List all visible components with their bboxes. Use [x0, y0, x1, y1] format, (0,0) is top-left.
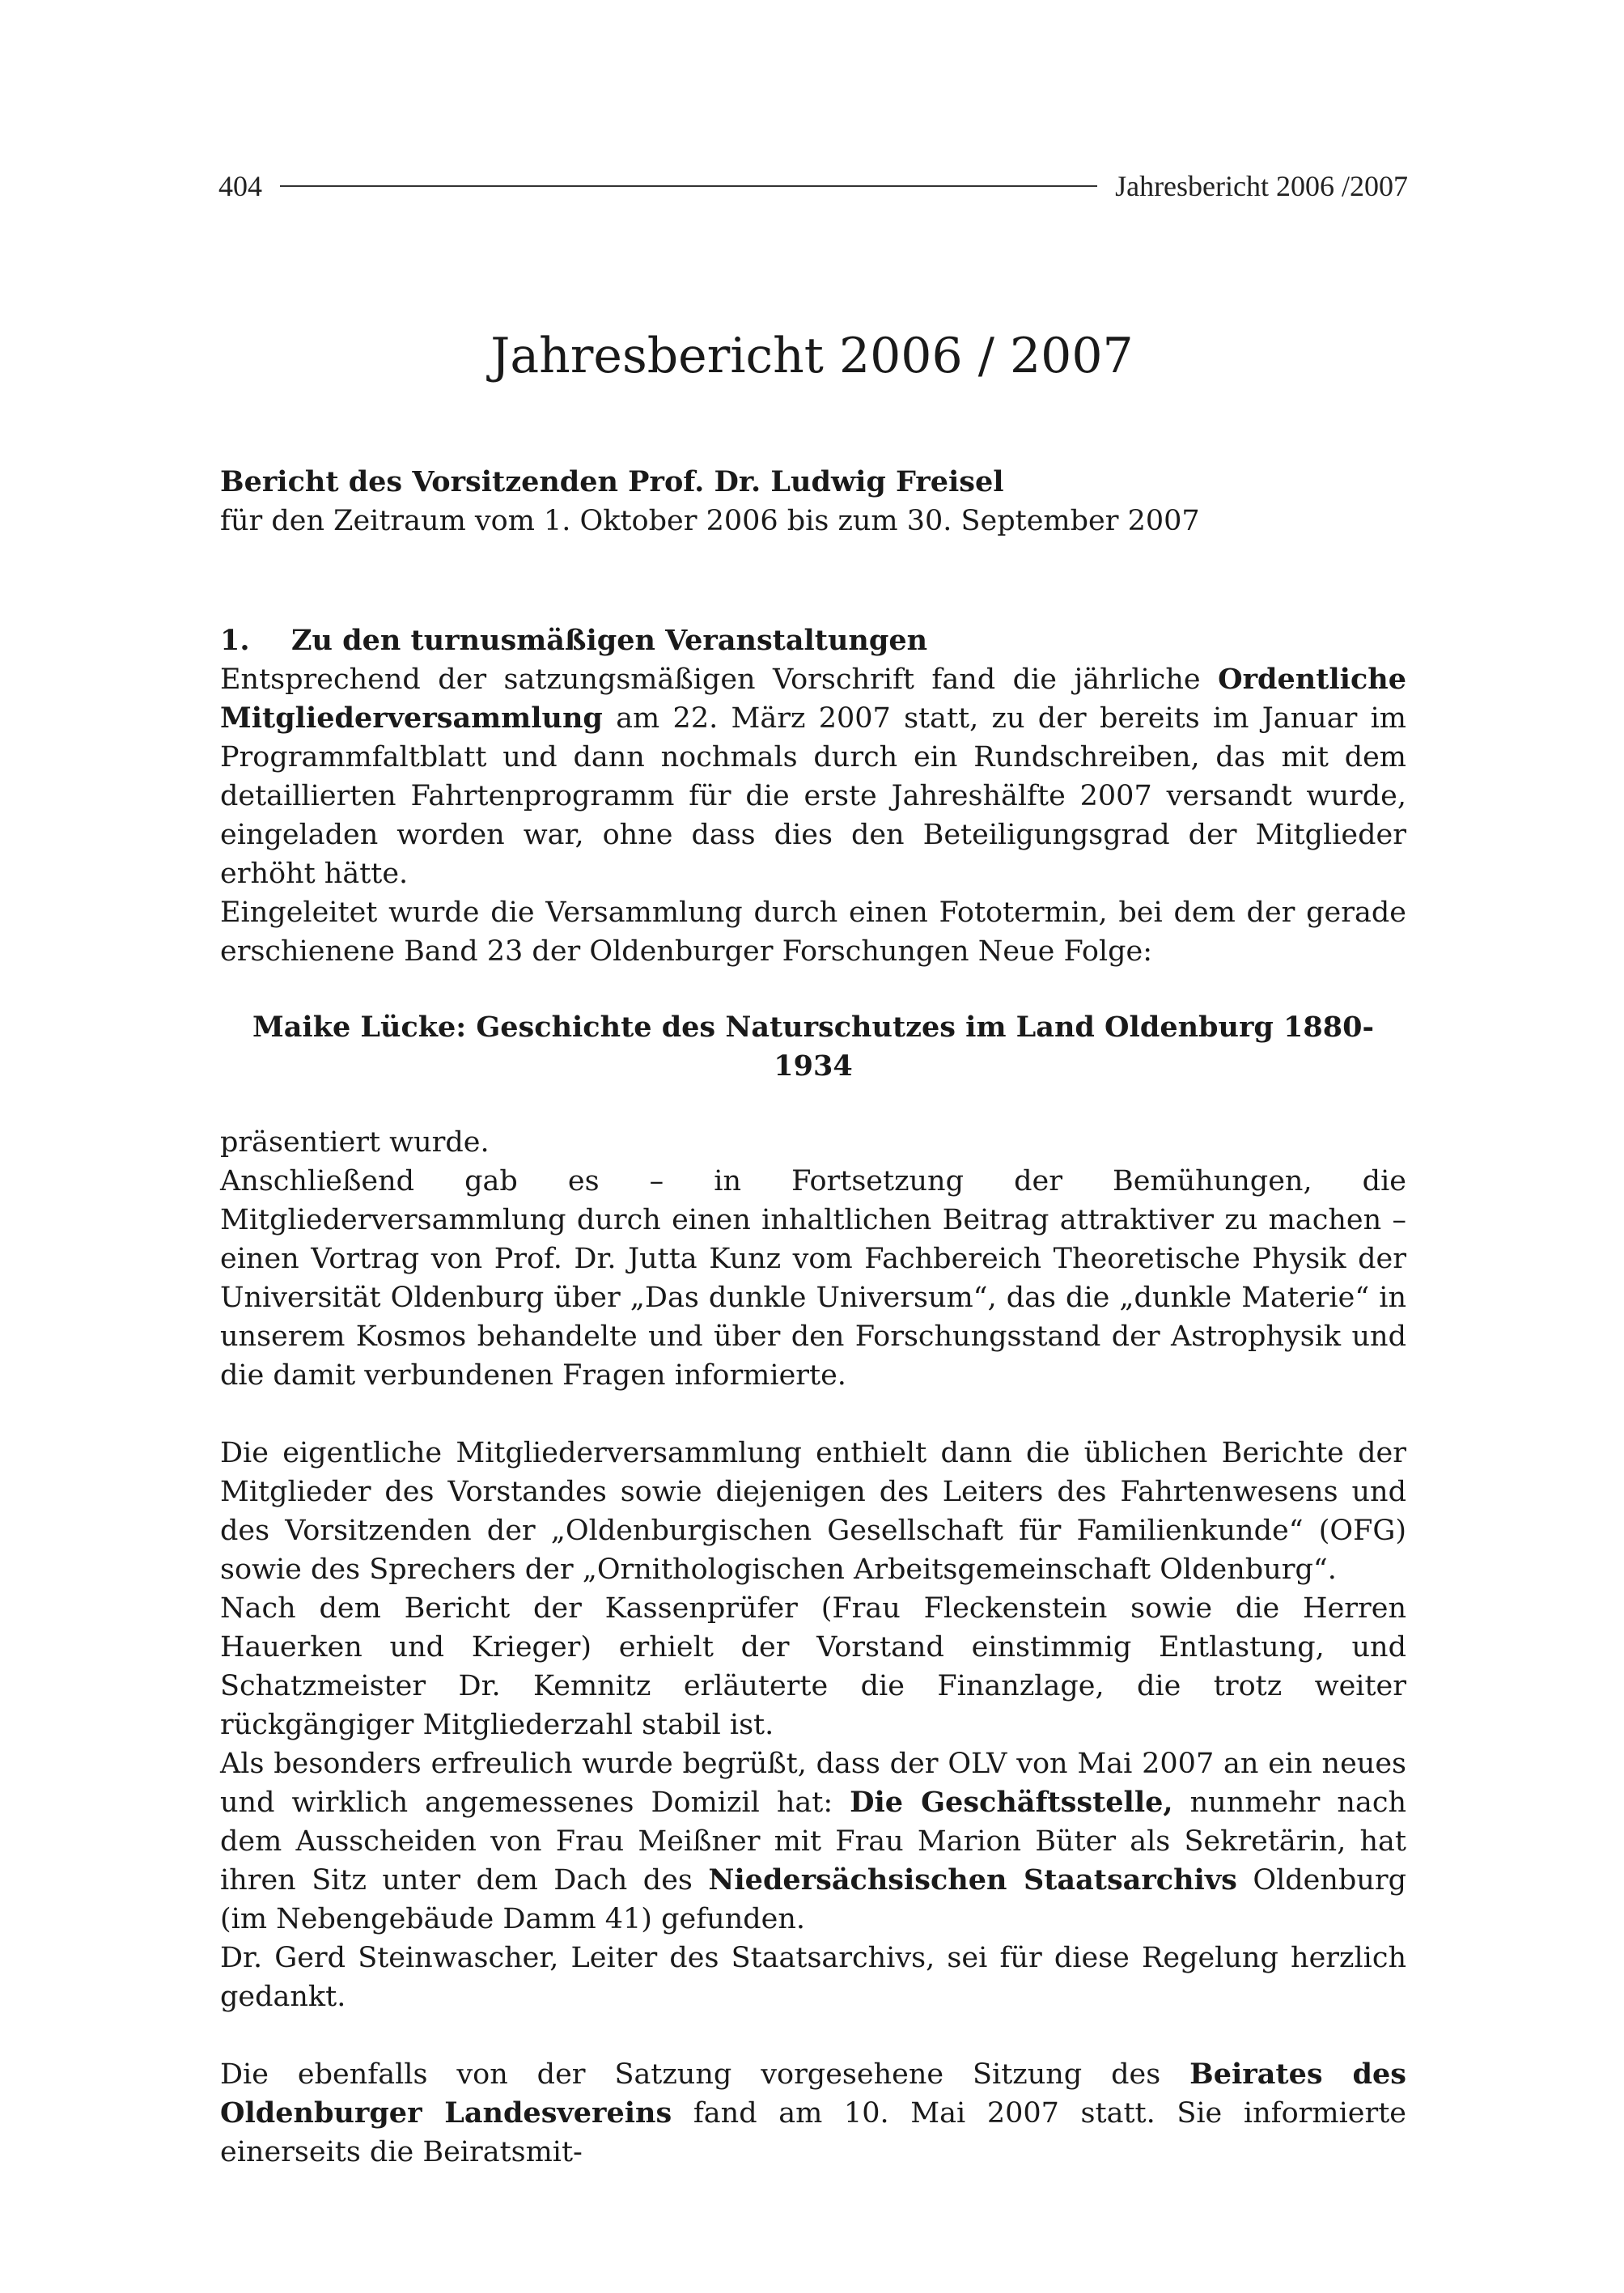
spacer — [220, 2016, 1406, 2055]
text-run: Die ebenfalls von der Satzung vorgesehene Sitzung des — [220, 2058, 1190, 2091]
bold-run: Die Geschäftsstelle, — [850, 1786, 1173, 1819]
text-run: Entsprechend der satzungsmäßigen Vorschrift fand die jährliche — [220, 663, 1219, 696]
text-run: Oldenburg (im Nebengebäude Damm 41) gefunden. — [220, 1864, 1407, 1935]
page-number: 404 — [218, 170, 262, 202]
bold-run: Beirates des Oldenburger Landesvereins — [220, 2058, 1406, 2130]
paragraph: Die eigentliche Mitgliederversammlung enthielt dann die üblichen Berichte der Mitglieder des Vorstandes sowie diejenigen des Leiters des Fahrtenwesens und des Vorsitzenden der „Oldenburgischen Gesellschaft für Familienkunde“ (OFG) sowie des Sprechers der „Ornithologischen Arbeitsgemeinschaft Oldenburg“. — [220, 1437, 1406, 1586]
report-body — [220, 463, 1406, 2172]
text-run: am 22. März 2007 statt, zu der bereits im Januar im Programmfaltblatt und dann nochmals durch ein Rundschreiben, das mit dem detaillierten Fahrtenprogramm für die erste Jahreshälfte 2007 versandt wurde, eingeladen worden war, ohne dass dies den Beteiligungsgrad der Mitglieder erhöht hätte. — [220, 702, 1406, 890]
text-run: nunmehr nach dem Ausscheiden von Frau Meißner mit Frau Marion Büter als Sekretärin, hat ihren Sitz unter dem Dach des — [220, 1787, 1406, 1897]
report-author-line: Bericht des Vorsitzenden Prof. Dr. Ludwig Freisel — [220, 465, 1004, 498]
paragraph — [220, 660, 1406, 893]
text-run: fand am 10. Mai 2007 statt. Sie informierte einerseits die Beiratsmit- — [220, 2097, 1406, 2168]
bold-run: Ordentliche Mitgliederversammlung — [220, 663, 1406, 735]
spacer — [220, 1395, 1406, 1434]
bold-run: Niedersächsischen Staatsarchivs — [708, 1863, 1237, 1897]
paragraph: präsentiert wurde. — [220, 1126, 490, 1159]
paragraph: Nach dem Bericht der Kassenprüfer (Frau Fleckenstein sowie die Herren Hauerken und Krieger) erhielt der Vorstand einstimmig Entlastung, und Schatzmeister Dr. Kemnitz erläuterte die Finanzlage, die trotz weiter rückgängiger Mitgliederzahl stabil ist. — [220, 1592, 1406, 1741]
spacer — [220, 540, 1406, 583]
section-number: 1. — [220, 624, 250, 657]
header-rule — [280, 185, 1097, 187]
paragraph: Eingeleitet wurde die Versammlung durch einen Fototermin, bei dem der gerade erschienene Band 23 der Oldenburger Forschungen Neue Folge: — [220, 896, 1406, 968]
book-title: Maike Lücke: Geschichte des Naturschutzes im Land Oldenburg 1880-1934 — [252, 1011, 1374, 1083]
paragraph — [220, 2055, 1406, 2172]
paragraph: Dr. Gerd Steinwascher, Leiter des Staatsarchivs, sei für diese Regelung herzlich gedankt. — [220, 1942, 1406, 2013]
report-period-line: für den Zeitraum vom 1. Oktober 2006 bis zum 30. September 2007 — [220, 505, 1200, 537]
running-title: Jahresbericht 2006 /2007 — [1115, 170, 1408, 202]
section-heading — [220, 621, 1406, 660]
paragraph — [220, 1744, 1406, 1939]
paragraph: Anschließend gab es – in Fortsetzung der Bemühungen, die Mitgliederversammlung durch einen inhaltlichen Beitrag attraktiver zu machen – einen Vortrag von Prof. Dr. Jutta Kunz vom Fachbereich Theoretische Physik der Universität Oldenburg über „Das dunkle Universum“, das die „dunkle Materie“ in unserem Kosmos behandelte und über den Forschungsstand der Astrophysik und die damit verbundenen Fragen informierte. — [220, 1165, 1406, 1392]
page-title: Jahresbericht 2006 / 2007 — [490, 328, 1134, 384]
spacer — [220, 583, 1406, 621]
running-header — [218, 166, 1408, 206]
text-run: Als besonders erfreulich wurde begrüßt, dass der OLV von Mai 2007 an ein neues und wirklich angemessenes Domizil hat: — [220, 1748, 1406, 1819]
section-title: Zu den turnusmäßigen Veranstaltungen — [291, 624, 928, 657]
